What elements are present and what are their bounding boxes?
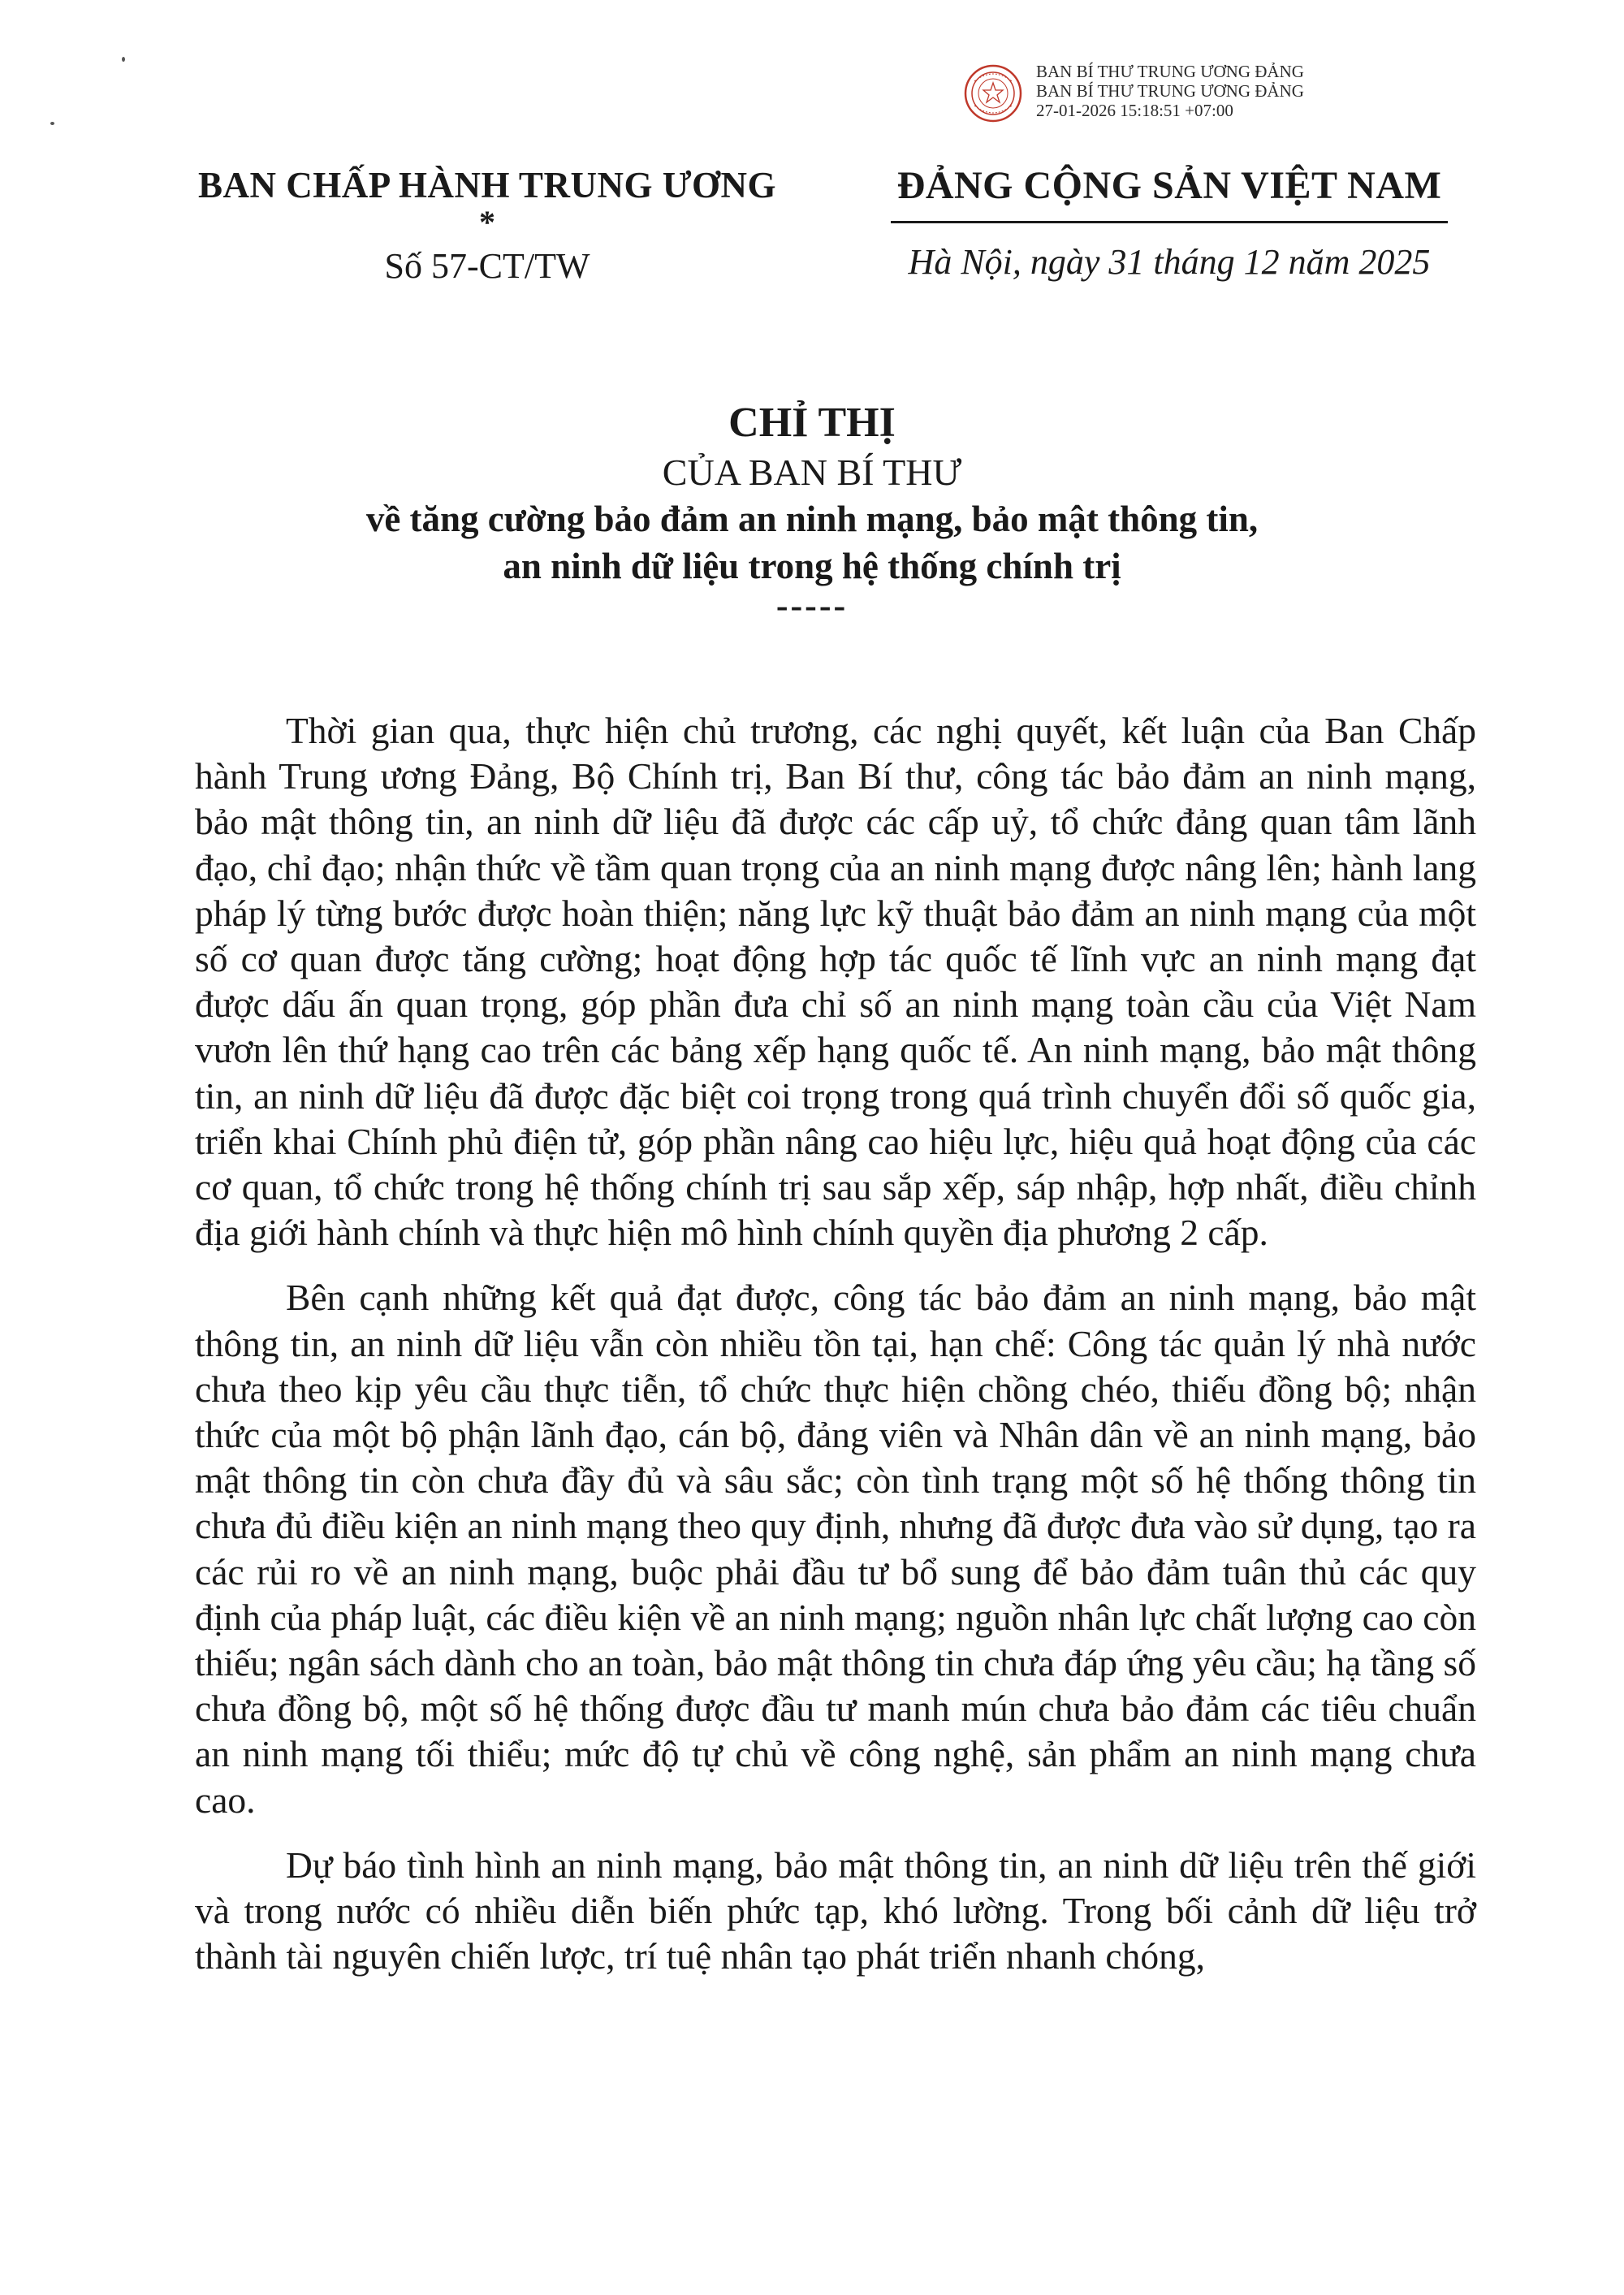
document-body bbox=[195, 708, 1476, 1999]
signature-text bbox=[1036, 62, 1304, 120]
document-number: Số 57-CT/TW bbox=[384, 246, 590, 286]
title-divider: ----- bbox=[775, 586, 849, 625]
body-paragraph: Thời gian qua, thực hiện chủ trương, các nghị quyết, kết luận của Ban Chấp hành Trung ương Đảng, Bộ Chính trị, Ban Bí thư, công tác bảo đảm an ninh mạng, bảo mật thông tin, an ninh dữ liệu đã được các cấp uỷ, tổ chức đảng quan tâm lãnh đạo, chỉ đạo; nhận thức về tầm quan trọng của an ninh mạng được nâng lên; hành lang pháp lý từng bước được hoàn thiện; năng lực kỹ thuật bảo đảm an ninh mạng của một số cơ quan được tăng cường; hoạt động hợp tác quốc tế lĩnh vực an ninh mạng đạt được dấu ấn quan trọng, góp phần đưa chỉ số an ninh mạng toàn cầu của Việt Nam vươn lên thứ hạng cao trên các bảng xếp hạng quốc tế. An ninh mạng, bảo mật thông tin, an ninh dữ liệu đã được đặc biệt coi trọng trong quá trình chuyển đổi số quốc gia, triển khai Chính phủ điện tử, góp phần nâng cao hiệu lực, hiệu quả hoạt động của các cơ quan, tổ chức trong hệ thống chính trị sau sắp xếp, sáp nhập, hợp nhất, điều chỉnh địa giới hành chính và thực hiện mô hình chính quyền địa phương 2 cấp. bbox=[195, 710, 1476, 1254]
document-subject-line-2: an ninh dữ liệu trong hệ thống chính trị bbox=[503, 546, 1121, 586]
signature-timestamp: 27-01-2026 15:18:51 +07:00 bbox=[1036, 101, 1233, 120]
body-paragraph: Dự báo tình hình an ninh mạng, bảo mật thông tin, an ninh dữ liệu trên thế giới và trong nước có nhiều diễn biến phức tạp, khó lường. Trong bối cảnh dữ liệu trở thành tài nguyên chiến lược, trí tuệ nhân tạo phát triển nhanh chóng, bbox=[195, 1843, 1476, 1977]
digital-signature bbox=[963, 58, 1402, 132]
document-type: CHỈ THỊ bbox=[728, 400, 896, 446]
body-paragraph: Bên cạnh những kết quả đạt được, công tác bảo đảm an ninh mạng, bảo mật thông tin, an ninh dữ liệu vẫn còn nhiều tồn tại, hạn chế: Công tác quản lý nhà nước chưa theo kịp yêu cầu thực tiễn, tổ chức thực hiện chồng chéo, thiếu đồng bộ; nhận thức của một bộ phận lãnh đạo, cán bộ, đảng viên và Nhân dân về an ninh mạng, bảo mật thông tin còn chưa đầy đủ và sâu sắc; còn tình trạng một số hệ thống thông tin chưa đủ điều kiện an ninh mạng theo quy định, nhưng đã được đưa vào sử dụng, tạo ra các rủi ro về an ninh mạng, buộc phải đầu tư bổ sung để bảo đảm tuân thủ các quy định của pháp luật, các điều kiện về an ninh mạng; nguồn nhân lực chất lượng cao còn thiếu; ngân sách dành cho an toàn, bảo mật thông tin chưa đáp ứng yêu cầu; hạ tầng số chưa đồng bộ, một số hệ thống được đầu tư manh mún chưa bảo đảm các tiêu chuẩn an ninh mạng tối thiểu; mức độ tự chủ về công nghệ, sản phẩm an ninh mạng chưa cao. bbox=[195, 1277, 1476, 1821]
header-separator: * bbox=[479, 204, 495, 240]
header-left bbox=[162, 162, 812, 289]
party-seal-icon bbox=[963, 63, 1023, 123]
signature-signer: BAN BÍ THƯ TRUNG ƯƠNG ĐẢNG bbox=[1036, 62, 1304, 81]
signature-organization: BAN BÍ THƯ TRUNG ƯƠNG ĐẢNG bbox=[1036, 81, 1304, 101]
document-issuer: CỦA BAN BÍ THƯ bbox=[662, 452, 962, 493]
party-name: ĐẢNG CỘNG SẢN VIỆT NAM bbox=[896, 164, 1442, 207]
header-right bbox=[877, 162, 1462, 285]
document-title bbox=[244, 398, 1380, 625]
scan-speck bbox=[122, 57, 125, 62]
document-subject-line-1: về tăng cường bảo đảm an ninh mạng, bảo mật thông tin, bbox=[365, 499, 1259, 539]
header-underline bbox=[891, 221, 1448, 223]
scan-speck bbox=[50, 122, 54, 125]
place-and-date: Hà Nội, ngày 31 tháng 12 năm 2025 bbox=[908, 242, 1431, 282]
issuing-organization: BAN CHẤP HÀNH TRUNG ƯƠNG bbox=[197, 165, 777, 205]
